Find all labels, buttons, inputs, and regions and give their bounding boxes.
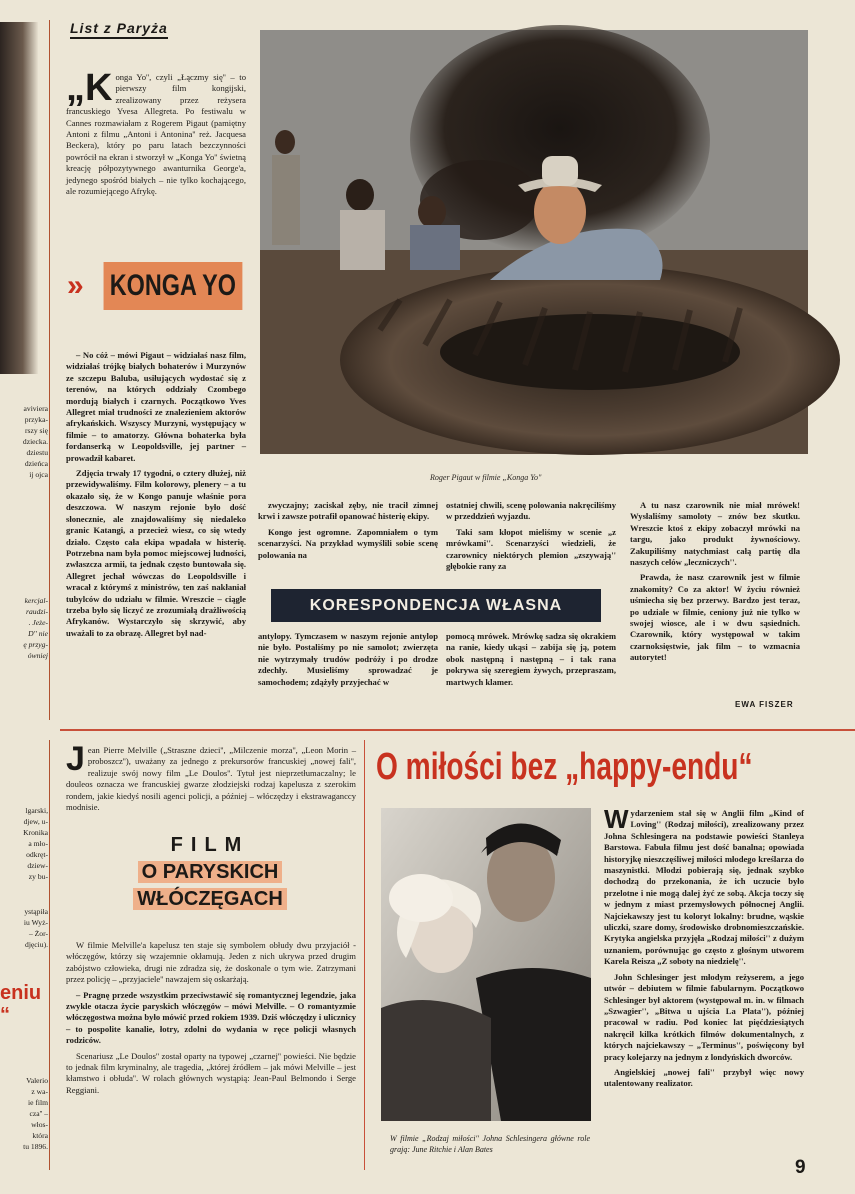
konga-column-2 [258,500,438,565]
strip-text: odkręt- [26,850,48,859]
strip-text: cza'' – [29,1109,48,1118]
strip-text: aviviera [23,404,48,413]
strip-text: ij ojca [29,470,48,479]
strip-text: dziestu [26,448,48,457]
paragraph: ostatniej chwili, scenę polowania nakręciliśmy w przeddzień wyjazdu. [446,500,616,522]
strip-text: – Żor- [28,929,48,938]
strip-text: kercjal- [24,596,48,605]
section-divider-vertical [364,740,365,1170]
title-quote-open: » [67,269,84,302]
adjacent-page-photo [0,22,38,374]
konga-title-box: KONGA YO [103,262,242,310]
strip-text: dziecka. [22,437,48,446]
strip-text: iu Wyż- [23,918,48,927]
strip-text: djew, u- [23,817,48,826]
strip-text: raudzi- [26,607,48,616]
section-divider [60,729,855,731]
melville-title [90,832,330,913]
konga-column-3-lower [446,631,616,692]
melville-title-line: FILM [170,834,250,856]
strip-text: Kronika [23,828,48,837]
strip-text: dziew- [27,861,48,870]
paragraph: Angielskiej „nowej fali'' przybył więc nowy utalentowany realizator. [604,1066,804,1089]
strip-text: z wa- [31,1087,48,1096]
paragraph: Taki sam kłopot mieliśmy w scenie „z mrówkami''. Scenarzyści wiedzieli, że czarownicy niektórych plemion „zszywają'' głębokie rany za [446,526,616,572]
paragraph: A tu nasz czarownik nie miał mrówek! Wysłaliśmy samoloty – znów bez skutku. Wreszcie ktoś z ekipy zobaczył mrówki na targu, jako produkt żywnościowy. Zakupiliśmy natychmiast całą partię dla naszych celów „leczniczych''. [630,500,800,568]
strip-text: Valerio [26,1076,48,1085]
konga-intro [66,67,246,197]
kind-of-loving-body [604,804,804,1094]
paragraph: John Schlesinger jest młodym reżyserem, a jego utwór – debiutem w filmie fabularnym. Początkowo Schlesinger był aktorem (występował m. in. w filmach „Szwagier'', „Bitwa u ujścia La Plata''), później pracował w radiu. Pod koniec lat pięćdziesiątych nakręcił kilka krótkich filmów dokumentalnych, z których najciekawszy – „Terminus'', poświęcony był pracy kolejarzy na jednym z londyńskich dworców. [604,971,804,1062]
strip-text: djęciu). [25,940,48,949]
correspondence-banner: KORESPONDENCJA WŁASNA [271,589,601,622]
konga-intro-text: onga Yo'', czyli „Łączmy się'' – to pierwszy film kongijski, zrealizowany przez reżysera francuskiego Yvesa Allegreta. Po festiwalu w Cannes rozmawiałam z Rogerem Pigaut (pamiętny Antoni z filmu „Antoni i Antonina'' reż. Jacquesa Beckera), który po paru latach bezczynności powrócił na ekran i stworzył w „Konga Yo'' świetną kreację półpozytywnego awanturnika George'a, jedynego spośród białych – nie tylko kochającego, ale rozumiejącego Afrykę. [66,72,246,197]
melville-title-line: WŁÓCZĘGACH [90,886,330,913]
strip-text: ówniej [27,651,48,660]
kind-of-loving-caption: W filmie „Rodzaj miłości'' Johna Schlesingera główne role grają: June Ritchie i Alan Bates [390,1134,590,1154]
strip-text: przyka- [24,415,48,424]
konga-column-1 [66,350,246,643]
strip-text: która [32,1131,48,1140]
strip-text: ę przyg- [23,640,48,649]
konga-title [67,262,242,310]
paragraph: W filmie Melville'a kapelusz ten staje się symbolem obłudy dwu przyjaciół - włóczęgów, którzy się wzajemnie okłamują. Jeden z nich ukrywa przed drugim zabójstwo człowieka, drugi nie zdradza się, że doskonale o tym wie. Zatrzymani przez policję – „przyjaciele'' nawzajem się oskarżają. [66,940,356,985]
strip-text: zy bu- [28,872,48,881]
konga-dropcap: „K [66,67,113,109]
konga-photo-caption: Roger Pigaut w filmie „Konga Yo'' [430,473,542,482]
strip-text: ystąpiła [24,907,48,916]
melville-body [66,940,356,1100]
paragraph: antylopy. Tymczasem w naszym rejonie antylop nie było. Postaliśmy po nie samolot; zwierzęta nie wytrzymały trudów podróży i po drodze zdechły. Musieliśmy sprowadzać je samochodem; zdążyły przyjechać w [258,631,438,687]
paragraph: Prawda, że nasz czarownik jest w filmie znakomity? Co za aktor! W życiu również uśmiecha się bez przerwy. Bardzo jest teraz, po udziale w filmie, ceniony już nie tylko w swojej wiosce, ale i w dwu sąsiednich. Czarownik, który występował w takim czarnoksięstwie, jak film – to wzmacnia autorytet! [630,572,800,663]
kind-of-loving-photo-art [381,808,591,1121]
strip-text: a mło- [28,839,48,848]
paragraph: Scenariusz „Le Doulos'' został oparty na typowej „czarnej'' powieści. Nie będzie to jednak film kryminalny, ale tragedia, „której źródłem – jak mówi Melville – jest kłamstwo i obłuda''. W rolach głównych wystąpią: Jean-Paul Belmondo i Serge Reggiani. [66,1050,356,1095]
kind-of-loving-title: O miłości bez „happy-endu“ [376,746,753,788]
author-signature: EWA FISZER [735,700,794,709]
strip-red-title: eniu [0,982,42,1004]
paragraph: – No cóż – mówi Pigaut – widziałaś nasz film, widziałaś trójkę białych bohaterów i Murzynów ze szczepu Baluba, usiłujących wydostać się z terenów, na których oddziały Czombego mordują białych i czarnych. Początkowo Yves Allegret miał trudności ze znalezieniem aktorów afrykańskich. Wszyscy Murzyni, występujący w filmie – to amatorzy. Główna bohaterka była fordanserką w Leopoldsville, jej partner – prowadził kabaret. [66,350,246,463]
melville-intro-text: ean Pierre Melville („Straszne dzieci'', „Milczenie morza'', „Leon Morin – proboszcz''), uważany za jednego z prekursorów francuskiej „nowej fali'', realizuje swój nowy film „Le Doulos''. Tytuł jest nieprzetłumaczalny; le douleos oznacza we francuskiej gwarze złodziejski rodzaj kapelusza z szerokim rondem, jakie kiedyś nosili agenci policji, a później – włóczędzy i ekstrawaganccy modnisie. [66,745,356,813]
strip-text: D'' nie [28,629,48,638]
paragraph: Zdjęcia trwały 17 tygodni, o cztery dłużej, niż przewidywaliśmy. Film kolorowy, plenery – a tu okazało się, że w Kongo panuje właśnie pora deszczowa. W naszym rejonie było dość słonecznie, ale znajdowaliśmy się niedaleko granic Katangi, a przecież wiesz, co się wtedy działo. Często cała ekipa wpadała w histerię. Potrzebna nam była pomoc miejscowej ludności, zwłaszcza armii, ta jednak często buntowała się. Allegret jechał wówczas do Leopoldsville i wracał z którymś z ministrów, ten zaś nakłaniał tubylców do udziału w filmie. Wreszcie – ciągle trzeba było się liczyć ze zrozumiałą drażliwością Afrykanów. Wystarczyło się skrzywić, aby uważali to za obrazę. Allegret był nad- [66,468,246,638]
strip-text: ie film [27,1098,48,1107]
paragraph: Kongo jest ogromne. Zapomniałem o tym scenarzyści. Na przykład wymyślili sobie scenę polowania na [258,526,438,560]
melville-intro [66,740,356,813]
kind-of-loving-dropcap: W [604,804,629,834]
konga-yo-photo [260,30,808,454]
konga-yo-photo-art [260,30,808,454]
konga-column-2-lower [258,631,438,692]
kind-of-loving-intro-text: ydarzeniem stał się w Anglii film „Kind of Loving'' (Rodzaj miłości), zrealizowany przez Johna Schlesingera na podstawie powieści Stanleya Barstowa. Fabuła filmu jest dość banalna; opowiada historyjkę nieszczęśliwej miłości młodego kreślarza do maszynistki. Młodzi pobierają się, jednak szybko dochodzą do przekonania, że ich uczucie było przelotne i nie mogą dalej żyć ze sobą. Akcja toczy się w jednym z miast przemysłowych północnej Anglii. Najciekawszy jest tu koloryt lokalny: brudne, wąskie uliczki, szare domy, środowisko drobnomieszczańskie. Krytyka angielska przyjęła „Rodzaj miłości'' z dużym uznaniem, porównując go często z głośnym utworem Karela Reisza „Z soboty na niedzielę''. [604,808,804,967]
konga-column-3 [446,500,616,576]
paragraph: – Pragnę przede wszystkim przeciwstawić się romantycznej legendzie, jaka zwykle otacza życie paryskich włóczęgów – mówi Melville. – O romantyzmie włóczęgostwa można było mówić przed rokiem 1939. Dziś włóczędzy i ulicznicy – to pospolite kanalie, łotry, zdolni do wydania w ręce policji własnych rodziców. [66,989,356,1046]
strip-text: włos- [31,1120,48,1129]
adjacent-page-strip [0,0,50,1194]
strip-text: tu 1896. [23,1142,48,1151]
paragraph: zwyczajny; zaciskał zęby, nie tracił zimnej krwi i zawsze potrafił opanować histerię ekipy. [258,500,438,522]
kind-of-loving-photo [381,808,591,1121]
strip-text: dzieńca [24,459,48,468]
page-number: 9 [795,1157,806,1178]
melville-dropcap: J [66,740,85,778]
strip-text: lgarski, [25,806,48,815]
konga-column-4 [630,500,800,668]
section-rubric: List z Paryża [70,20,168,39]
melville-title-line: O PARYSKICH [90,859,330,886]
strip-red-title: “ [0,1004,10,1026]
column-rule [49,20,50,720]
column-rule [49,740,50,1170]
strip-text: rszy się [25,426,48,435]
strip-text: . Jeże- [28,618,48,627]
paragraph: pomocą mrówek. Mrówkę sadza się okrakiem na ranie, kiedy ukąsi – zabija się ją, potem obok następną i następną – i tak rana pokrywa się szeregiem żywych, przepraszam, martwych klamer. [446,631,616,687]
paragraph [604,804,804,968]
